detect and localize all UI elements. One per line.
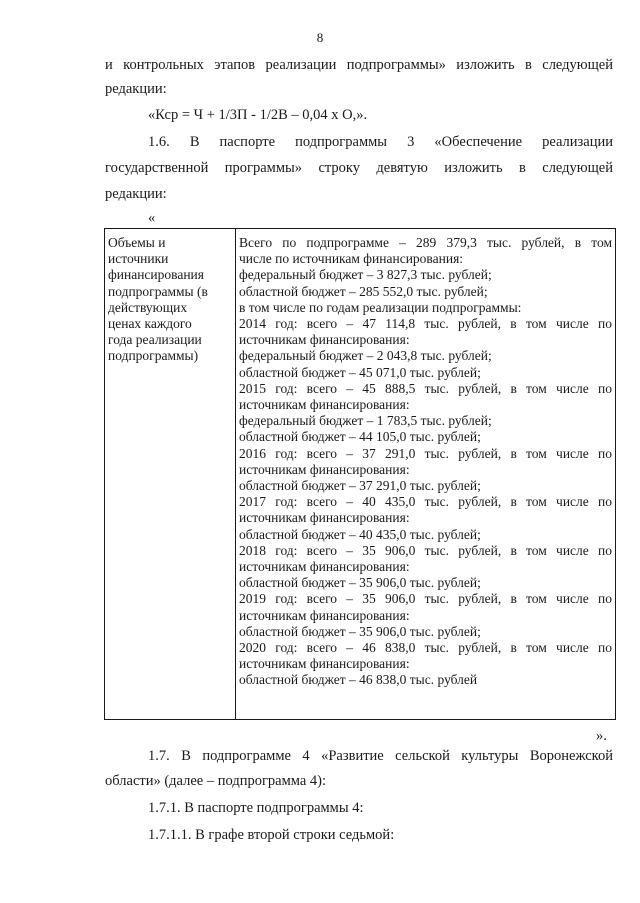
funding-line: областной бюджет – 44 105,0 тыс. рублей; (239, 429, 481, 445)
page-number: 8 (316, 30, 324, 45)
row-title-line: источники (108, 251, 169, 267)
funding-line: федеральный бюджет – 1 783,5 тыс. рублей; (239, 413, 492, 429)
section-1-6-line: 1.6. В паспорте подпрограммы 3 «Обеспечение реализации (148, 134, 613, 150)
passport-row-value-cell (236, 229, 616, 720)
funding-line: 2018 год: всего – 35 906,0 тыс. рублей, в том числе по (239, 542, 612, 558)
section-1-7-line: 1.7. В подпрограмме 4 «Развитие сельской культуры Воронежской (148, 748, 613, 764)
funding-line: областной бюджет – 35 906,0 тыс. рублей; (239, 623, 481, 639)
funding-line: 2014 год: всего – 47 114,8 тыс. рублей, в том числе по (239, 316, 612, 332)
funding-line: источникам финансирования: (239, 461, 410, 477)
section-1-6-line: редакции: (105, 186, 167, 202)
funding-line: источникам финансирования: (239, 510, 410, 526)
row-title-line: финансирования (108, 267, 204, 283)
funding-line: 2017 год: всего – 40 435,0 тыс. рублей, в том числе по (239, 494, 612, 510)
funding-line: источникам финансирования: (239, 656, 410, 672)
funding-line: федеральный бюджет – 2 043,8 тыс. рублей; (239, 348, 492, 364)
row-title-line: года реализации (108, 332, 202, 348)
funding-line: 2019 год: всего – 35 906,0 тыс. рублей, в том числе по (239, 591, 612, 607)
intro-line: и контрольных этапов реализации подпрограммы» изложить в следующей (105, 57, 613, 73)
funding-line: областной бюджет – 37 291,0 тыс. рублей; (239, 478, 481, 494)
row-title-line: подпрограммы (в (108, 283, 208, 299)
close-quote: ». (596, 728, 607, 744)
row-title-line: действующих (108, 299, 188, 315)
section-1-7-line: области» (далее – подпрограмма 4): (105, 773, 327, 789)
row-title-line: подпрограммы) (108, 348, 199, 364)
funding-line: источникам финансирования: (239, 559, 410, 575)
passport-table (104, 228, 616, 720)
passport-row-title-cell (105, 229, 236, 720)
funding-line: 2016 год: всего – 37 291,0 тыс. рублей, в том числе по (239, 445, 612, 461)
row-title-line: Объемы и (108, 235, 166, 250)
formula: «Кср = Ч + 1/3П - 1/2В – 0,04 х О,». (148, 107, 368, 123)
funding-line: областной бюджет – 285 552,0 тыс. рублей; (239, 283, 488, 299)
funding-line: 2020 год: всего – 46 838,0 тыс. рублей, в том числе по (239, 640, 612, 656)
open-quote: « (148, 210, 156, 226)
funding-line: 2015 год: всего – 45 888,5 тыс. рублей, в том числе по (239, 380, 612, 396)
funding-line: источникам финансирования: (239, 397, 410, 413)
section-1-6-line: государственной программы» строку девятую изложить в следующей (105, 160, 613, 176)
funding-line: источникам финансирования: (239, 332, 410, 348)
funding-line: Всего по подпрограмме – 289 379,3 тыс. рублей, в том (239, 235, 612, 250)
funding-line: федеральный бюджет – 3 827,3 тыс. рублей; (239, 267, 492, 283)
funding-line: в том числе по годам реализации подпрограммы: (239, 299, 522, 315)
funding-line: числе по источникам финансирования: (239, 251, 464, 267)
row-title-line: ценах каждого (108, 316, 192, 332)
funding-line: областной бюджет – 40 435,0 тыс. рублей; (239, 526, 481, 542)
funding-line: областной бюджет – 45 071,0 тыс. рублей; (239, 364, 481, 380)
section-1-7-1: 1.7.1. В паспорте подпрограммы 4: (148, 800, 364, 816)
funding-line: областной бюджет – 46 838,0 тыс. рублей (239, 672, 478, 688)
funding-line: источникам финансирования: (239, 607, 410, 623)
section-1-7-1-1: 1.7.1.1. В графе второй строки седьмой: (148, 827, 395, 843)
passport-row (105, 229, 616, 720)
funding-line: областной бюджет – 35 906,0 тыс. рублей; (239, 575, 481, 591)
intro-line: редакции: (105, 81, 167, 97)
